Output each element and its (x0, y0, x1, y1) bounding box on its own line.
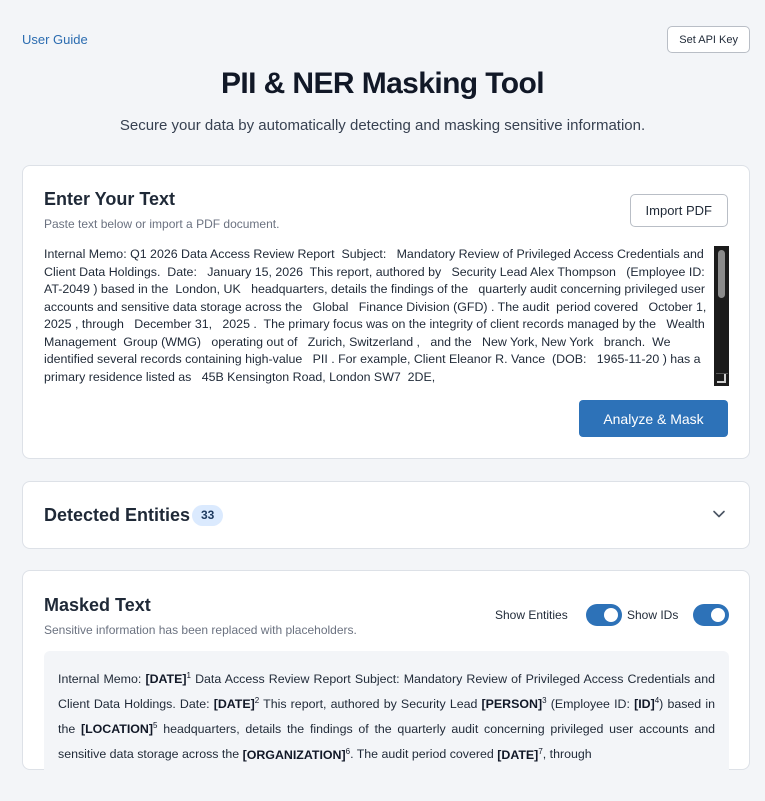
show-entities-toggle[interactable] (586, 604, 622, 626)
toggle-knob (604, 608, 618, 622)
import-pdf-button[interactable]: Import PDF (630, 194, 728, 227)
masked-text-segment: headquarters, details the findings of the quarterly audit concerning privileged user accounts and sensitive data storage across the (58, 722, 715, 762)
textarea-scrollbar[interactable] (714, 246, 729, 386)
detected-entities-title: Detected Entities (44, 505, 191, 525)
scrollbar-thumb[interactable] (718, 250, 725, 298)
masked-placeholder[interactable]: [PERSON]$^3$ (481, 696, 547, 712)
text-input-content[interactable]: Internal Memo: Q1 2026 Data Access Review Report Subject: Mandatory Review of Privileged Access Credentials and Client Data Holdings. Date: January 15, 2026 This report, authored by Security Lead Alex Thompson (Employee ID: AT-2049 ) based in the London, UK headquarters, details the findings of the quarterly audit concerning privileged user accounts and sensitive data storage across the Global Finance Division (GFD) . The audit period covered October 1, 2025 , through December 31, 2025 . The primary focus was on the integrity of client records managed by the Wealth Management Group (WMG) operating out of Zurich, Switzerland , and the New York, New York branch. We identified several records containing high-value PII . For example, Client Eleanor R. Vance (DOB: 1965-11-20 ) has a primary residence listed as 45B Kensington Road, London SW7 2DE, (44, 247, 715, 384)
placeholder-id: 7 (538, 746, 543, 756)
show-ids-toggle[interactable] (693, 604, 729, 626)
masked-placeholder[interactable]: [ORGANIZATION]$^6$ (242, 746, 351, 762)
toggle-knob (711, 608, 725, 622)
detected-entities-card (22, 481, 750, 549)
show-entities-label: Show Entities (495, 608, 568, 622)
show-entities-control (495, 604, 623, 626)
resize-handle-icon[interactable] (716, 373, 728, 385)
input-card-subtitle: Paste text below or import a PDF document. (44, 217, 280, 231)
placeholder-id: 6 (345, 746, 351, 756)
masked-text-segment: Internal Memo: (58, 672, 146, 687)
masked-placeholder[interactable]: [DATE]$^1$ (145, 671, 191, 687)
placeholder-id: 1 (186, 671, 191, 680)
page-subtitle: Secure your data by automatically detecting and masking sensitive information. (119, 117, 646, 134)
masked-text-output (44, 651, 729, 801)
masked-text-segment: ) based in the (58, 697, 715, 737)
set-api-key-button[interactable]: Set API Key (667, 26, 750, 53)
page-title: PII & NER Masking Tool (221, 67, 544, 100)
masked-placeholder[interactable]: [ID]$^4$ (634, 696, 660, 712)
input-card (22, 165, 750, 459)
chevron-down-icon (712, 507, 726, 521)
masked-text-segment: . The audit period covered (350, 747, 498, 762)
analyze-mask-button[interactable]: Analyze & Mask (579, 400, 728, 437)
top-bar (0, 0, 765, 60)
detected-entities-toggle[interactable] (23, 482, 751, 550)
placeholder-id: 2 (254, 696, 260, 706)
placeholder-id: 5 (153, 721, 158, 731)
masked-text-segment: This report, authored by Security Lead (259, 697, 482, 712)
masked-text-segment: (Employee ID: (546, 697, 635, 712)
masked-placeholder[interactable]: [DATE]$^7$ (497, 746, 543, 762)
masked-text-segment: Data Access Review Report Subject: Mandatory Review of Privileged Access Credentials and Client Data Holdings. Date: (58, 672, 715, 712)
masked-placeholder[interactable]: [LOCATION]$^5$ (80, 721, 158, 737)
placeholder-id: 3 (542, 696, 547, 706)
show-ids-control (627, 604, 729, 626)
show-ids-label: Show IDs (627, 608, 679, 622)
text-input-area[interactable] (44, 246, 729, 386)
masked-text-segment: , through (542, 747, 592, 762)
masked-text-title: Masked Text (44, 595, 151, 615)
masked-placeholder[interactable]: [DATE]$^2$ (213, 696, 260, 712)
masked-text-subtitle: Sensitive information has been replaced with placeholders. (44, 623, 357, 637)
masked-text-card (22, 570, 750, 770)
user-guide-link[interactable]: User Guide (22, 32, 88, 47)
input-card-title: Enter Your Text (44, 189, 176, 209)
placeholder-id: 4 (654, 696, 660, 706)
entity-count-badge: 33 (192, 505, 223, 526)
